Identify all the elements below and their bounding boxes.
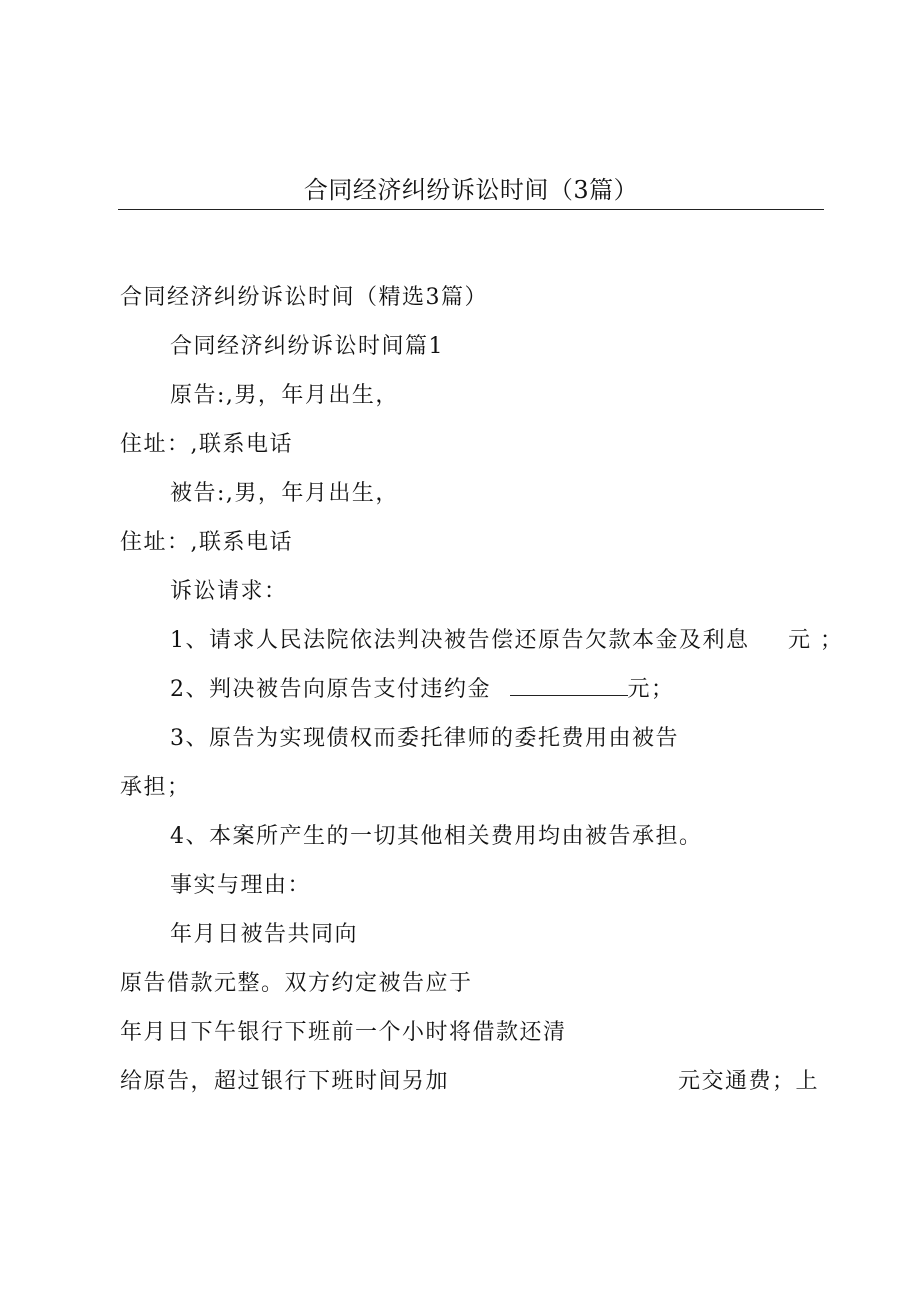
- claim-3-text: 3、原告为实现债权而委托律师的委托费用由被告: [170, 726, 679, 751]
- document-subtitle: 合同经济纠纷诉讼时间（精选3篇）: [120, 285, 488, 310]
- document-title: 合同经济纠纷诉讼时间（3篇）: [303, 176, 639, 204]
- defendant-line: 被告:,男，年月出生，: [170, 481, 399, 506]
- claims-heading: 诉讼请求：: [170, 579, 288, 604]
- facts-heading: 事实与理由：: [170, 873, 312, 898]
- defendant-address: 住址：,联系电话: [120, 530, 293, 555]
- claim-4-text: 4、本案所产生的一切其他相关费用均由被告承担。: [170, 824, 703, 849]
- penalty-amount-blank: [510, 675, 628, 696]
- claim-2-text: 2、判决被告向原告支付违约金: [170, 677, 491, 702]
- claim-1-text: 1、请求人民法院依法判决被告偿还原告欠款本金及利息: [170, 628, 750, 653]
- facts-line-3: 年月日下午银行下班前一个小时将借款还清: [120, 1020, 567, 1045]
- facts-line-4-end: 元交通费；上: [678, 1069, 820, 1094]
- claim-1-end: 元 ；: [788, 628, 844, 653]
- plaintiff-line: 原告:,男，年月出生，: [170, 383, 399, 408]
- claim-3-continuation: 承担；: [120, 775, 191, 800]
- claim-2: [170, 675, 675, 705]
- plaintiff-address: 住址：,联系电话: [120, 432, 293, 457]
- claim-2-end: 元；: [627, 677, 675, 702]
- facts-line-4-start: 给原告，超过银行下班时间另加: [120, 1069, 450, 1094]
- facts-line-1: 年月日被告共同向: [170, 922, 359, 947]
- title-underline: [118, 209, 824, 210]
- facts-line-2: 原告借款元整。双方约定被告应于: [120, 971, 473, 996]
- section-heading: 合同经济纠纷诉讼时间篇1: [170, 334, 444, 359]
